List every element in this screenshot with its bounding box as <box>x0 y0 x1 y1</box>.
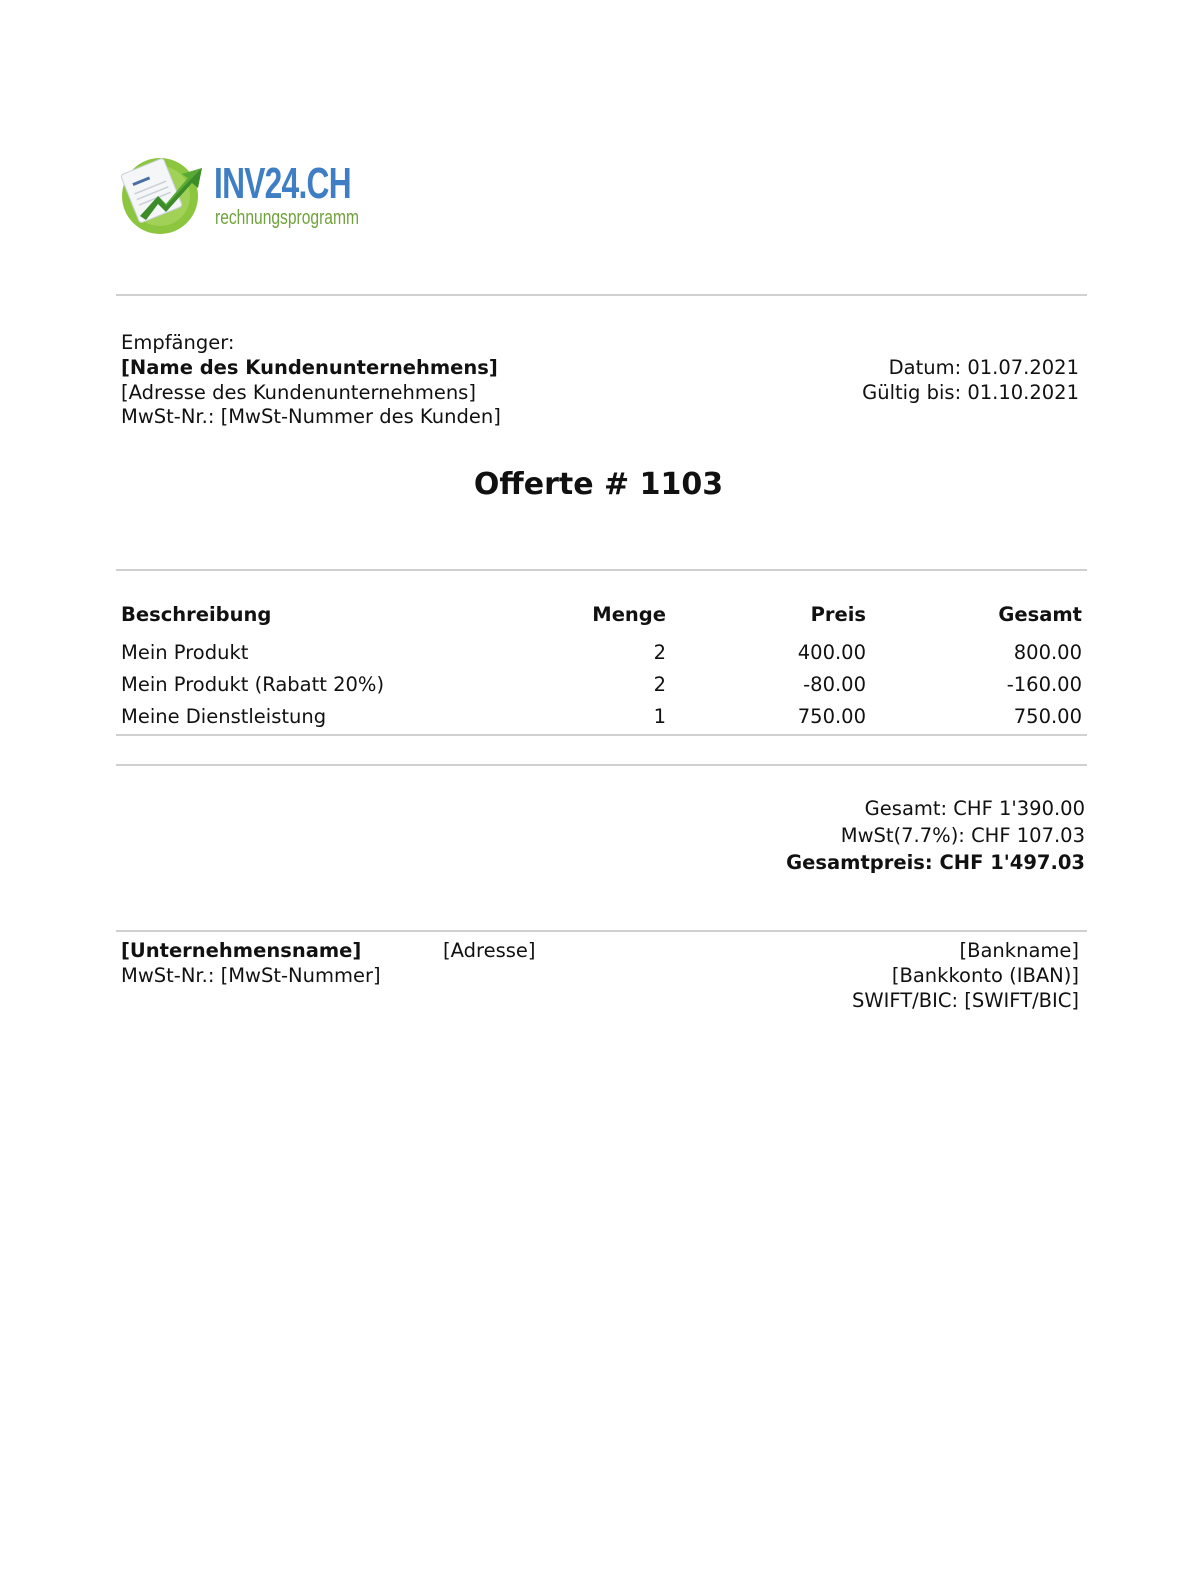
footer-company-name: [Unternehmensname] <box>121 939 362 962</box>
item-quantity: 2 <box>653 673 666 696</box>
item-price: -80.00 <box>803 673 866 696</box>
column-header-description: Beschreibung <box>121 603 272 626</box>
column-header-price: Preis <box>810 603 866 626</box>
footer-bank-name: [Bankname] <box>959 939 1079 962</box>
item-total: -160.00 <box>1006 673 1082 696</box>
table-row <box>121 704 1087 736</box>
column-header-quantity: Menge <box>592 603 666 626</box>
page-title: Offerte # 1103 <box>473 467 724 502</box>
item-total: 750.00 <box>1013 705 1082 728</box>
line-items-table <box>121 602 1087 736</box>
grand-total: Gesamtpreis: CHF 1'497.03 <box>786 851 1085 874</box>
table-row <box>121 640 1087 672</box>
header-divider <box>116 294 1087 296</box>
item-description: Mein Produkt <box>121 641 249 664</box>
recipient-label: Empfänger: <box>121 331 235 354</box>
logo-subtitle: rechnungsprogramm <box>215 207 359 229</box>
totals-divider <box>116 764 1087 766</box>
subtotal: Gesamt: CHF 1'390.00 <box>864 797 1085 820</box>
logo-title: INV24.CH <box>214 159 351 208</box>
item-quantity: 2 <box>653 641 666 664</box>
footer-iban: [Bankkonto (IBAN)] <box>891 964 1079 987</box>
item-description: Mein Produkt (Rabatt 20%) <box>121 673 385 696</box>
offer-date: Datum: 01.07.2021 <box>888 356 1079 379</box>
footer-address: [Adresse] <box>443 939 536 962</box>
item-total: 800.00 <box>1013 641 1082 664</box>
recipient-vat: MwSt-Nr.: [MwSt-Nummer des Kunden] <box>121 405 501 428</box>
footer-divider <box>116 930 1087 932</box>
vat-amount: MwSt(7.7%): CHF 107.03 <box>840 824 1085 847</box>
item-quantity: 1 <box>653 705 666 728</box>
footer-swift: SWIFT/BIC: [SWIFT/BIC] <box>851 989 1079 1012</box>
recipient-address: [Adresse des Kundenunternehmens] <box>121 381 476 404</box>
company-logo <box>118 148 378 238</box>
table-top-divider <box>116 569 1087 571</box>
offer-valid-until: Gültig bis: 01.10.2021 <box>862 381 1079 404</box>
column-header-total: Gesamt <box>998 603 1082 626</box>
item-price: 400.00 <box>797 641 866 664</box>
item-description: Meine Dienstleistung <box>121 705 327 728</box>
table-bottom-divider <box>116 734 1087 736</box>
document-growth-arrow-icon <box>118 148 208 238</box>
footer-vat-number: MwSt-Nr.: [MwSt-Nummer] <box>121 964 381 987</box>
recipient-company: [Name des Kundenunternehmens] <box>121 356 498 379</box>
table-header-row <box>121 602 1087 640</box>
table-row <box>121 672 1087 704</box>
item-price: 750.00 <box>797 705 866 728</box>
